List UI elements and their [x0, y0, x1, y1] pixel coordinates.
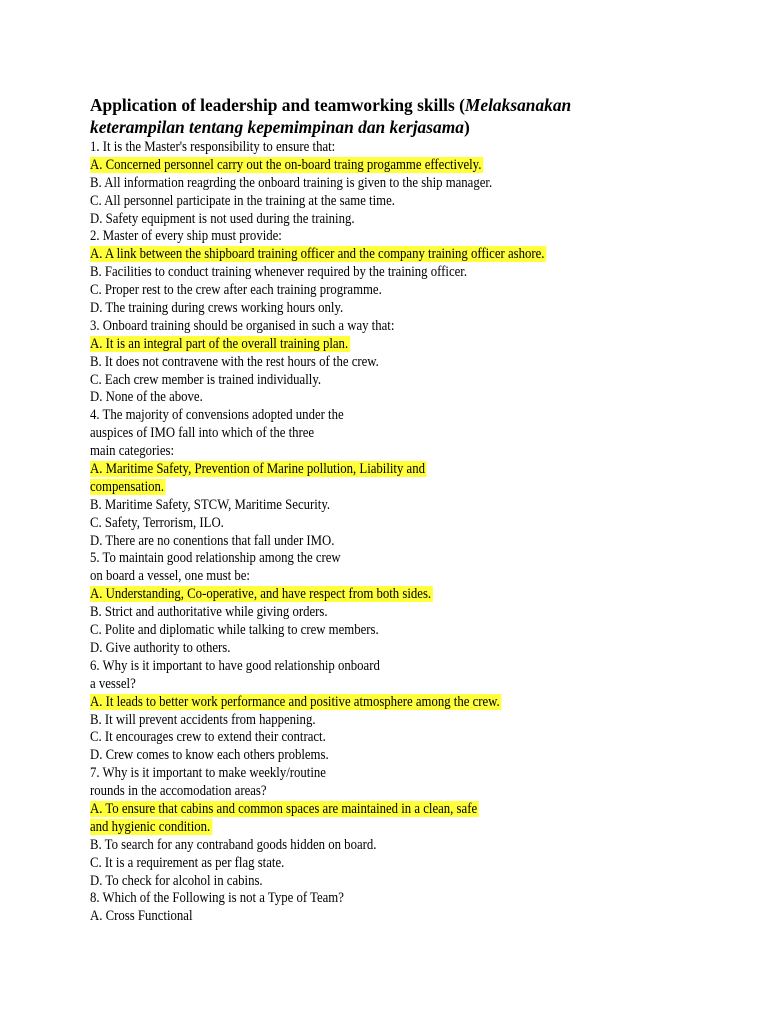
- line-text: and hygienic condition.: [90, 818, 211, 835]
- line-text: 6. Why is it important to have good relationship onboard: [90, 657, 380, 674]
- document-line: [90, 837, 648, 855]
- title-bold-part: Application of leadership and teamworking skills (: [90, 95, 465, 115]
- line-text: B. All information reagrding the onboard training is given to the ship manager.: [90, 174, 493, 191]
- document-line: [90, 765, 648, 783]
- line-text: C. It is a requirement as per flag state.: [90, 854, 285, 871]
- document-line: [90, 228, 648, 246]
- line-text: B. Facilities to conduct training whenever required by the training officer.: [90, 264, 468, 281]
- line-text: C. It encourages crew to extend their contract.: [90, 729, 326, 746]
- document-line: [90, 497, 648, 515]
- document-line: [90, 515, 648, 533]
- document-line: [90, 282, 648, 300]
- document-line: [90, 389, 648, 407]
- line-text: A. Cross Functional: [90, 908, 193, 925]
- line-text: 5. To maintain good relationship among the crew: [90, 550, 341, 567]
- document-line: [90, 550, 648, 568]
- line-text: 3. Onboard training should be organised in such a way that:: [90, 317, 395, 334]
- answer-line-highlighted: [90, 694, 648, 712]
- line-text: D. None of the above.: [90, 389, 203, 406]
- title-line-2: [90, 116, 710, 138]
- document-line: [90, 658, 648, 676]
- document-line: [90, 193, 648, 211]
- line-text: 4. The majority of convensions adopted under the: [90, 407, 344, 424]
- line-text: D. Give authority to others.: [90, 639, 231, 656]
- line-text: C. All personnel participate in the training at the same time.: [90, 192, 395, 209]
- answer-line-highlighted: [90, 586, 648, 604]
- line-text: 1. It is the Master's responsibility to ensure that:: [90, 139, 336, 155]
- document-line: [90, 407, 648, 425]
- document-line: [90, 300, 648, 318]
- line-text: D. To check for alcohol in cabins.: [90, 872, 263, 889]
- document-line: [90, 211, 648, 229]
- document-line: [90, 425, 648, 443]
- line-text: C. Proper rest to the crew after each training programme.: [90, 282, 382, 299]
- line-text: 7. Why is it important to make weekly/routine: [90, 765, 326, 782]
- line-text: C. Each crew member is trained individually.: [90, 371, 322, 388]
- document-line: [90, 729, 648, 747]
- line-text: D. The training during crews working hours only.: [90, 300, 344, 317]
- document-line: [90, 533, 648, 551]
- document-line: [90, 443, 648, 461]
- line-text: D. Crew comes to know each others problems.: [90, 747, 329, 764]
- document-line: [90, 676, 648, 694]
- document-line: [90, 640, 648, 658]
- document-line: [90, 622, 648, 640]
- answer-line-highlighted: [90, 819, 648, 837]
- document-line: [90, 747, 648, 765]
- answer-line-highlighted: [90, 157, 648, 175]
- document-line: [90, 372, 648, 390]
- line-text: A. Understanding, Co-operative, and have respect from both sides.: [90, 586, 432, 603]
- title-bold-part: ): [463, 117, 470, 137]
- document-line: [90, 855, 648, 873]
- document-title: [90, 94, 710, 138]
- line-text: A. A link between the shipboard training officer and the company training officer ashore.: [90, 246, 545, 263]
- question-list: [90, 139, 710, 926]
- line-text: D. Safety equipment is not used during the training.: [90, 210, 355, 227]
- title-italic-part: Melaksanakan: [464, 95, 572, 115]
- line-text: A. It leads to better work performance and positive atmosphere among the crew.: [90, 693, 500, 710]
- line-text: C. Polite and diplomatic while talking to crew members.: [90, 622, 379, 639]
- answer-line-highlighted: [90, 801, 648, 819]
- document-line: [90, 890, 648, 908]
- document-line: [90, 264, 648, 282]
- line-text: auspices of IMO fall into which of the three: [90, 425, 315, 442]
- document-line: [90, 568, 648, 586]
- document-line: [90, 783, 648, 801]
- line-text: B. It does not contravene with the rest hours of the crew.: [90, 353, 379, 370]
- line-text: A. Maritime Safety, Prevention of Marine pollution, Liability and: [90, 461, 425, 478]
- line-text: main categories:: [90, 443, 175, 460]
- line-text: B. Maritime Safety, STCW, Maritime Security.: [90, 496, 331, 513]
- line-text: A. Concerned personnel carry out the on-board traing progamme effectively.: [90, 156, 482, 173]
- line-text: D. There are no conentions that fall under IMO.: [90, 532, 335, 549]
- document-line: [90, 908, 648, 926]
- document-line: [90, 873, 648, 891]
- answer-line-highlighted: [90, 336, 648, 354]
- line-text: A. It is an integral part of the overall training plan.: [90, 335, 349, 352]
- document-line: [90, 604, 648, 622]
- line-text: 8. Which of the Following is not a Type of Team?: [90, 890, 344, 907]
- document-line: [90, 318, 648, 336]
- line-text: B. It will prevent accidents from happening.: [90, 711, 316, 728]
- answer-line-highlighted: [90, 246, 648, 264]
- document-line: [90, 139, 648, 157]
- line-text: B. Strict and authoritative while giving orders.: [90, 604, 328, 621]
- line-text: B. To search for any contraband goods hidden on board.: [90, 836, 377, 853]
- title-line-1: [90, 94, 710, 116]
- line-text: a vessel?: [90, 675, 136, 692]
- line-text: C. Safety, Terrorism, ILO.: [90, 514, 224, 531]
- answer-line-highlighted: [90, 461, 648, 479]
- line-text: compensation.: [90, 478, 165, 495]
- line-text: on board a vessel, one must be:: [90, 568, 250, 585]
- document-line: [90, 712, 648, 730]
- title-italic-part: keterampilan tentang kepemimpinan dan kerjasama: [90, 117, 464, 137]
- document-line: [90, 354, 648, 372]
- line-text: 2. Master of every ship must provide:: [90, 228, 282, 245]
- answer-line-highlighted: [90, 479, 648, 497]
- line-text: rounds in the accomodation areas?: [90, 783, 267, 800]
- document-page: [90, 94, 710, 926]
- document-line: [90, 175, 648, 193]
- line-text: A. To ensure that cabins and common spaces are maintained in a clean, safe: [90, 800, 478, 817]
